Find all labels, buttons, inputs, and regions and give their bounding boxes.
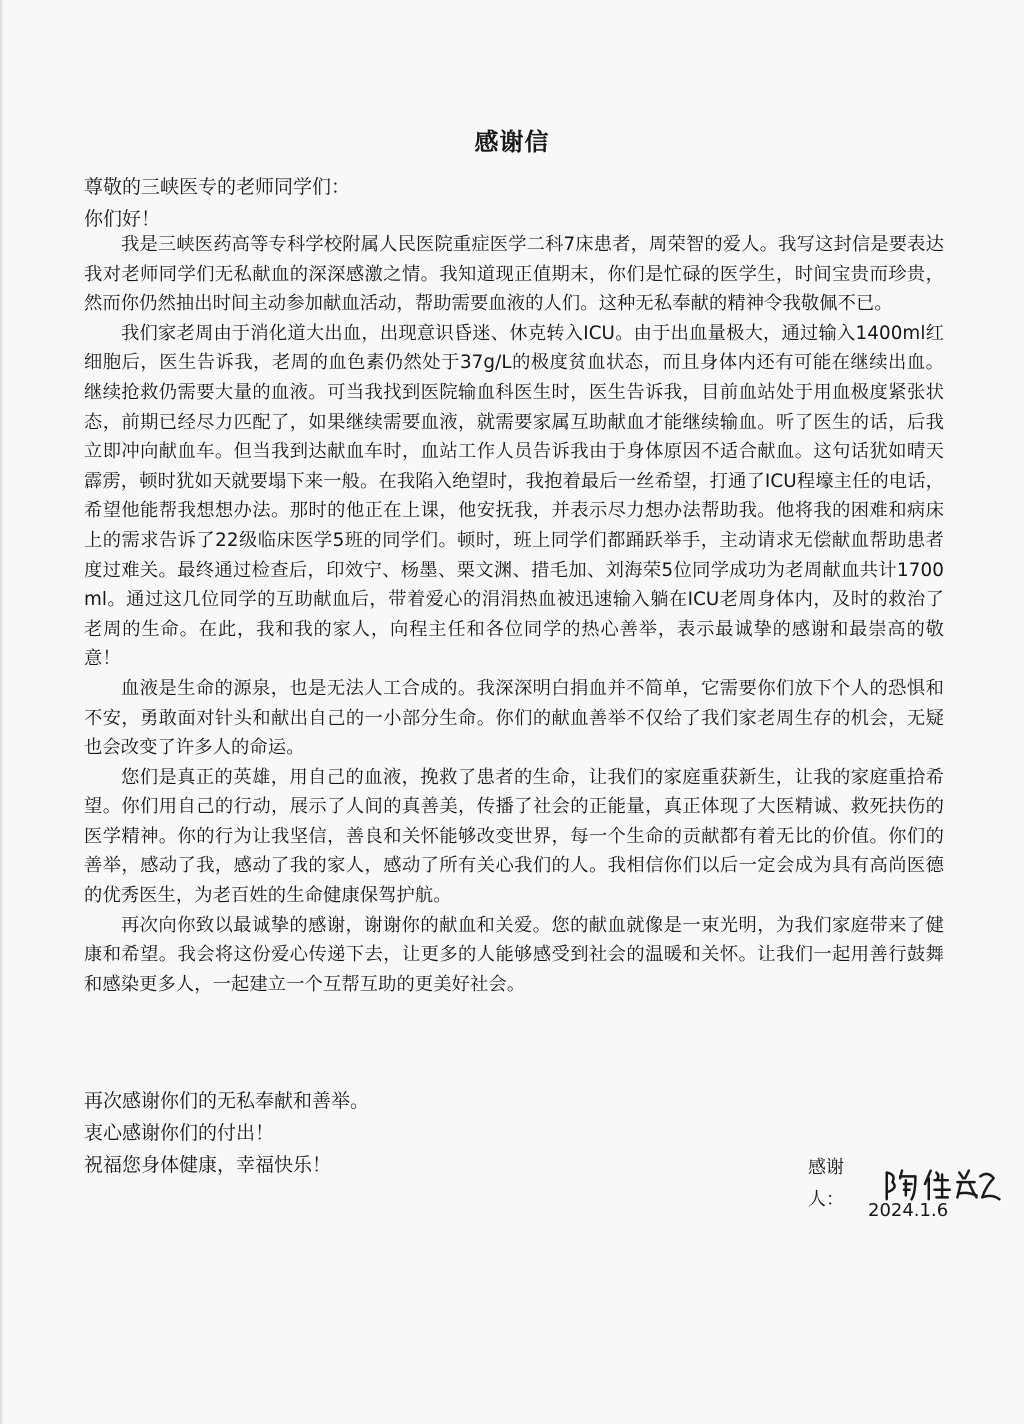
body-paragraph: 我们家老周由于消化道大出血，出现意识昏迷、休克转入ICU。由于出血量极大，通过输入1400ml红细胞后，医生告诉我，老周的血色素仍然处于37g/L的极度贫血状态，而且身体内还有可能在继续出血。继续抢救仍需要大量的血液。可当我找到医院输血科医生时，医生告诉我，目前血站处于用血极度紧张状态，前期已经尽力匹配了，如果继续需要血液，就需要家属互助献血才能继续输血。听了医生的话，后我立即冲向献血车。但当我到达献血车时，血站工作人员告诉我由于身体原因不适合献血。这句话犹如晴天霹雳，顿时犹如天就要塌下来一般。在我陷入绝望时，我抱着最后一丝希望，打通了ICU程壕主任的电话，希望他能帮我想想办法。那时的他正在上课，他安抚我，并表示尽力想办法帮助我。他将我的困难和病床上的需求告诉了22级临床医学5班的同学们。顿时，班上同学们都踊跃举手，主动请求无偿献血帮助患者度过难关。最终通过检查后，印效宁、杨墨、栗文渊、措毛加、刘海荣5位同学成功为老周献血共计1700ml。通过这几位同学的互助献血后，带着爱心的涓涓热血被迅速输入躺在ICU老周身体内，及时的救治了老周的生命。在此，我和我的家人，向程主任和各位同学的热心善举，表示最诚挚的感谢和最崇高的敬意！ [84, 322, 944, 670]
letter-date: 2024.1.6 [868, 1200, 949, 1221]
body-paragraph: 我是三峡医药高等专科学校附属人民医院重症医学二科7床患者，周荣智的爱人。我写这封信是要表达我对老师同学们无私献血的深深感激之情。我知道现正值期末，你们是忙碌的医学生，时间宝贵而珍贵，然而你仍然抽出时间主动参加献血活动，帮助需要血液的人们。这种无私奉献的精神令我敬佩不已。 [84, 234, 944, 315]
page-edge-shadow [0, 0, 4, 1424]
body-paragraph: 血液是生命的源泉，也是无法人工合成的。我深深明白捐血并不简单，它需要你们放下个人的恐惧和不安，勇敢面对针头和献出自己的一小部分生命。你们的献血善举不仅给了我们家老周生存的机会，无疑也会改变了许多人的命运。 [84, 677, 944, 759]
letter-salutation: 尊敬的三峡医专的老师同学们： [84, 176, 351, 198]
closing-line: 再次感谢你们的无私奉献和善举。 [84, 1090, 370, 1112]
letter-greeting: 你们好！ [84, 208, 161, 230]
closing-line: 衷心感谢你们的付出！ [84, 1122, 275, 1144]
body-paragraph: 您们是真正的英雄，用自己的血液，挽救了患者的生命，让我们的家庭重获新生，让我的家庭重拾希望。你们用自己的行动，展示了人间的真善美，传播了社会的正能量，真正体现了大医精诚、救死扶伤的医学精神。你的行为让我坚信，善良和关怀能够改变世界，每一个生命的贡献都有着无比的价值。你们的善举，感动了我，感动了我的家人，感动了所有关心我们的人。我相信你们以后一定会成为具有高尚医德的优秀医生，为老百姓的生命健康保驾护航。 [84, 766, 944, 907]
closing-line: 祝福您身体健康，幸福快乐！ [84, 1154, 332, 1176]
letter-title: 感谢信 [474, 128, 550, 156]
body-paragraph: 再次向你致以最诚挚的感谢，谢谢你的献血和关爱。您的献血就像是一束光明，为我们家庭带来了健康和希望。我会将这份爱心传递下去，让更多的人能够感受到社会的温暖和关怀。让我们一起用善行鼓舞和感染更多人，一起建立一个互帮互助的更美好社会。 [84, 914, 944, 995]
letter-body [84, 230, 944, 999]
closing-lines [84, 1085, 684, 1181]
signer-label: 感谢人： [808, 1157, 844, 1210]
